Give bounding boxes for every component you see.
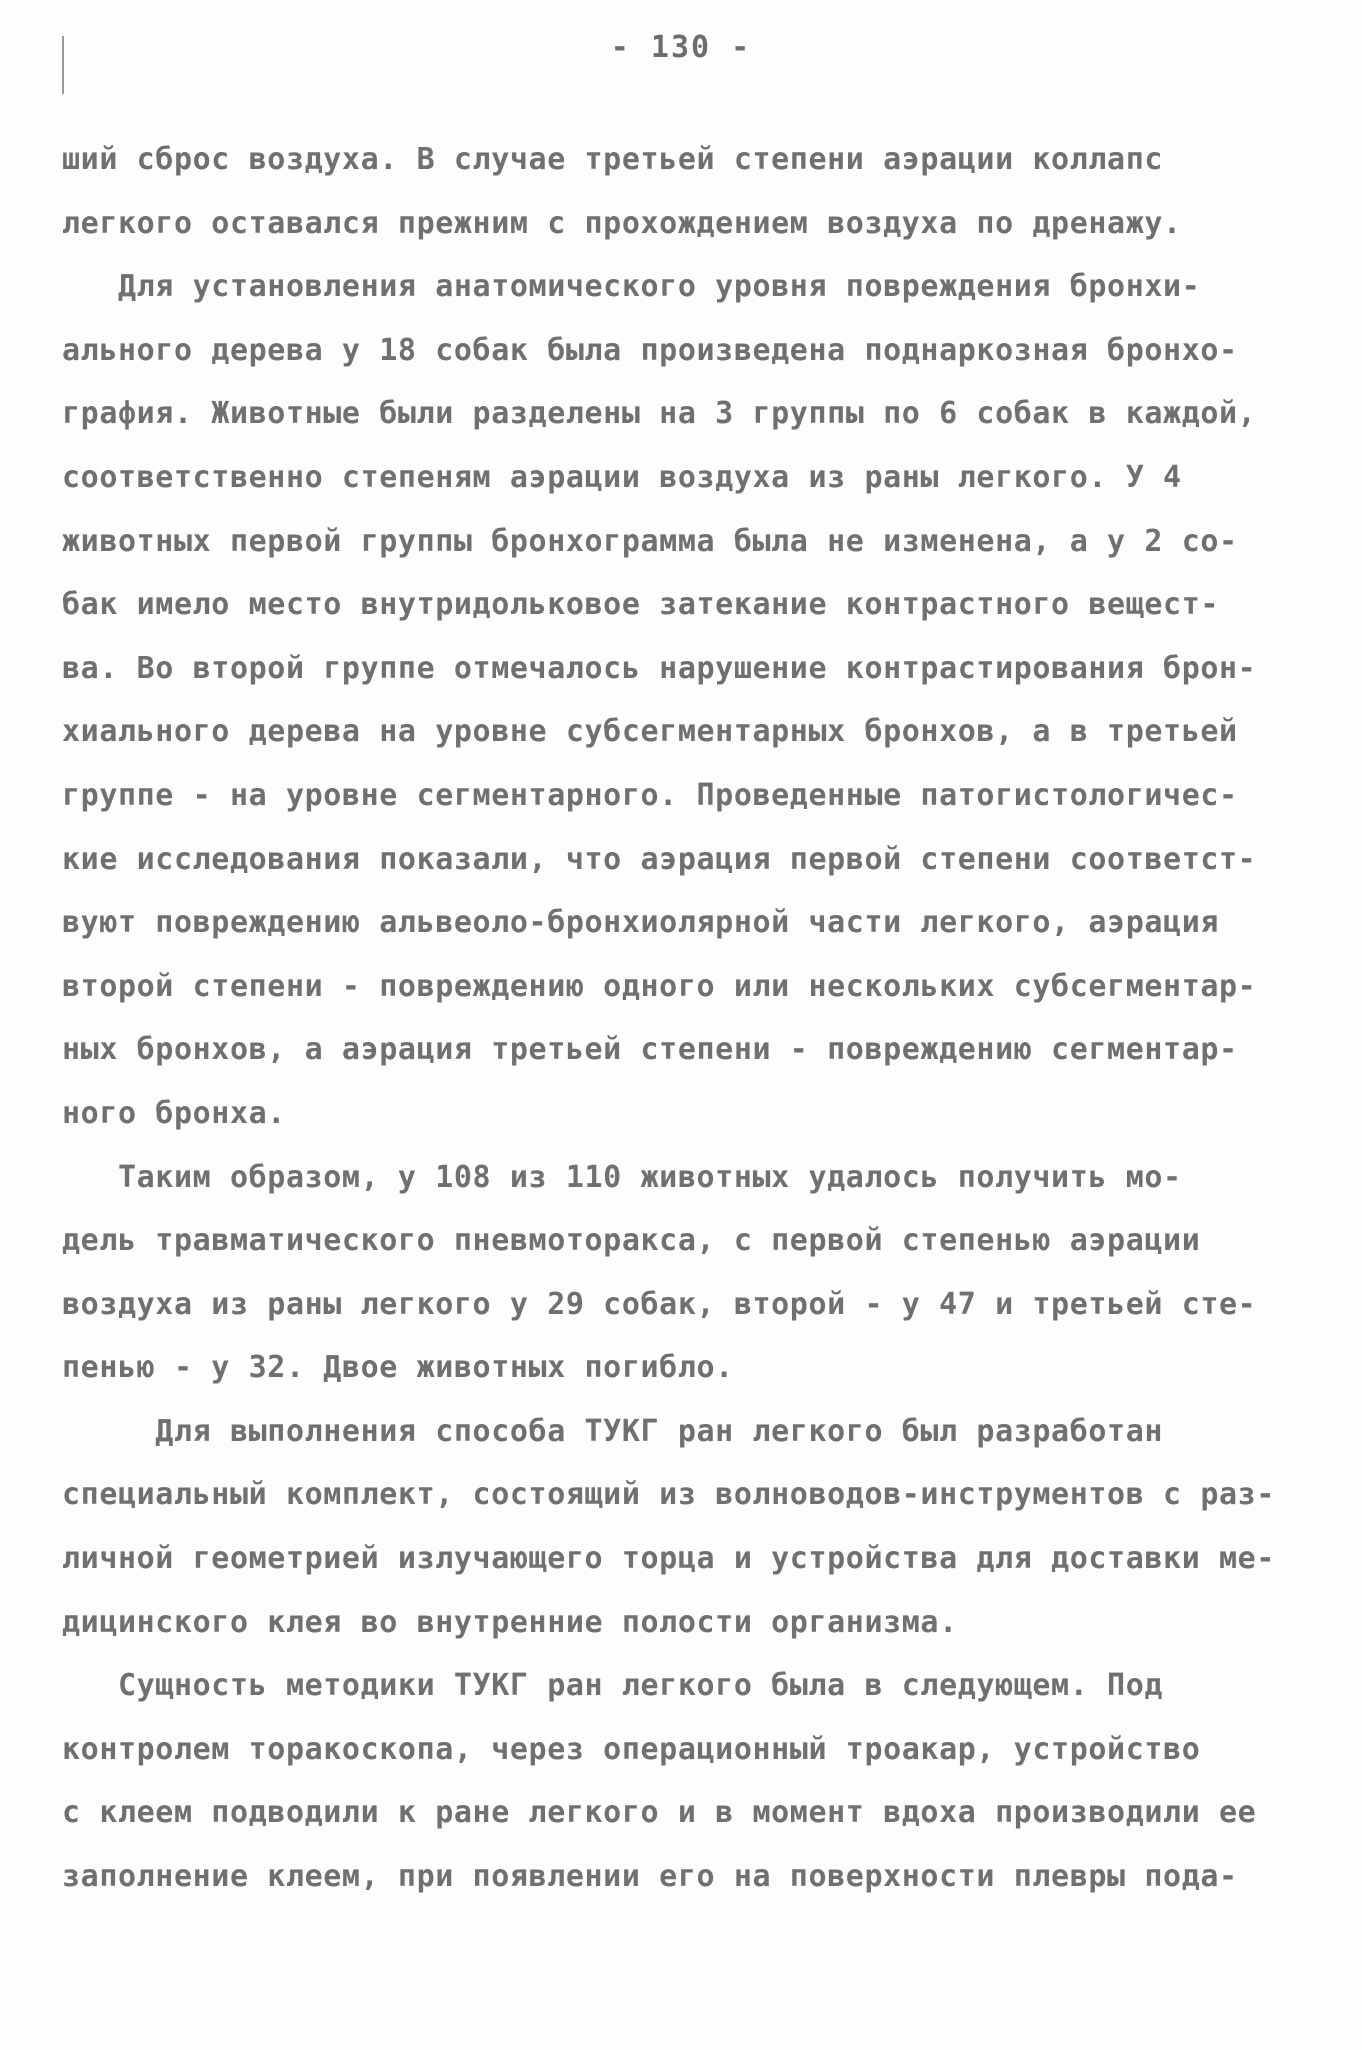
text-line: пенью - у 32. Двое животных погибло.	[62, 1350, 734, 1386]
text-line: второй степени - повреждению одного или нескольких субсегментар-	[62, 968, 1257, 1004]
text-line: Для установления анатомического уровня повреждения бронхи-	[62, 269, 1201, 305]
text-line: ва. Во второй группе отмечалось нарушение контрастирования брон-	[62, 650, 1257, 686]
text-line: контролем торакоскопа, через операционный троакар, устройство	[62, 1731, 1201, 1767]
text-line: с клеем подводили к ране легкого и в момент вдоха производили ее	[62, 1795, 1257, 1831]
text-line: хиального дерева на уровне субсегментарных бронхов, а в третьей	[62, 714, 1238, 750]
text-line: соответственно степеням аэрации воздуха из раны легкого. У 4	[62, 459, 1182, 495]
text-line: Таким образом, у 108 из 110 животных удалось получить мо-	[62, 1159, 1182, 1195]
text-line: воздуха из раны легкого у 29 собак, второй - у 47 и третьей сте-	[62, 1286, 1257, 1322]
text-line: кие исследования показали, что аэрация первой степени соответст-	[62, 841, 1257, 877]
page-number: - 130 -	[610, 30, 752, 65]
text-line: ального дерева у 18 собак была произведена поднаркозная бронхо-	[62, 332, 1238, 368]
text-line: дицинского клея во внутренние полости организма.	[62, 1604, 958, 1640]
text-line: животных первой группы бронхограмма была не изменена, а у 2 со-	[62, 523, 1238, 559]
text-line: бак имело место внутридольковое затекание контрастного вещест-	[62, 587, 1220, 623]
text-line: графия. Животные были разделены на 3 группы по 6 собак в каждой,	[62, 396, 1257, 432]
text-line: ных бронхов, а аэрация третьей степени - повреждению сегментар-	[62, 1032, 1238, 1068]
text-line: Сущность методики ТУКГ ран легкого была в следующем. Под	[62, 1668, 1164, 1704]
text-line: легкого оставался прежним с прохождением воздуха по дренажу.	[62, 205, 1182, 241]
text-line: вуют повреждению альвеоло-бронхиолярной части легкого, аэрация	[62, 905, 1220, 941]
text-line: Для выполнения способа ТУКГ ран легкого был разработан	[62, 1413, 1164, 1449]
text-line: ший сброс воздуха. В случае третьей степени аэрации коллапс	[62, 142, 1164, 177]
text-line: группе - на уровне сегментарного. Проведенные патогистологичес-	[62, 777, 1238, 813]
text-line: дель травматического пневмоторакса, с первой степенью аэрации	[62, 1223, 1201, 1259]
text-line: ного бронха.	[62, 1095, 286, 1131]
body-text	[62, 128, 1312, 1909]
text-line: заполнение клеем, при появлении его на поверхности плевры пода-	[62, 1859, 1238, 1895]
text-line: специальный комплект, состоящий из волноводов-инструментов с раз-	[62, 1477, 1275, 1513]
text-line: личной геометрией излучающего торца и устройства для доставки ме-	[62, 1541, 1275, 1577]
